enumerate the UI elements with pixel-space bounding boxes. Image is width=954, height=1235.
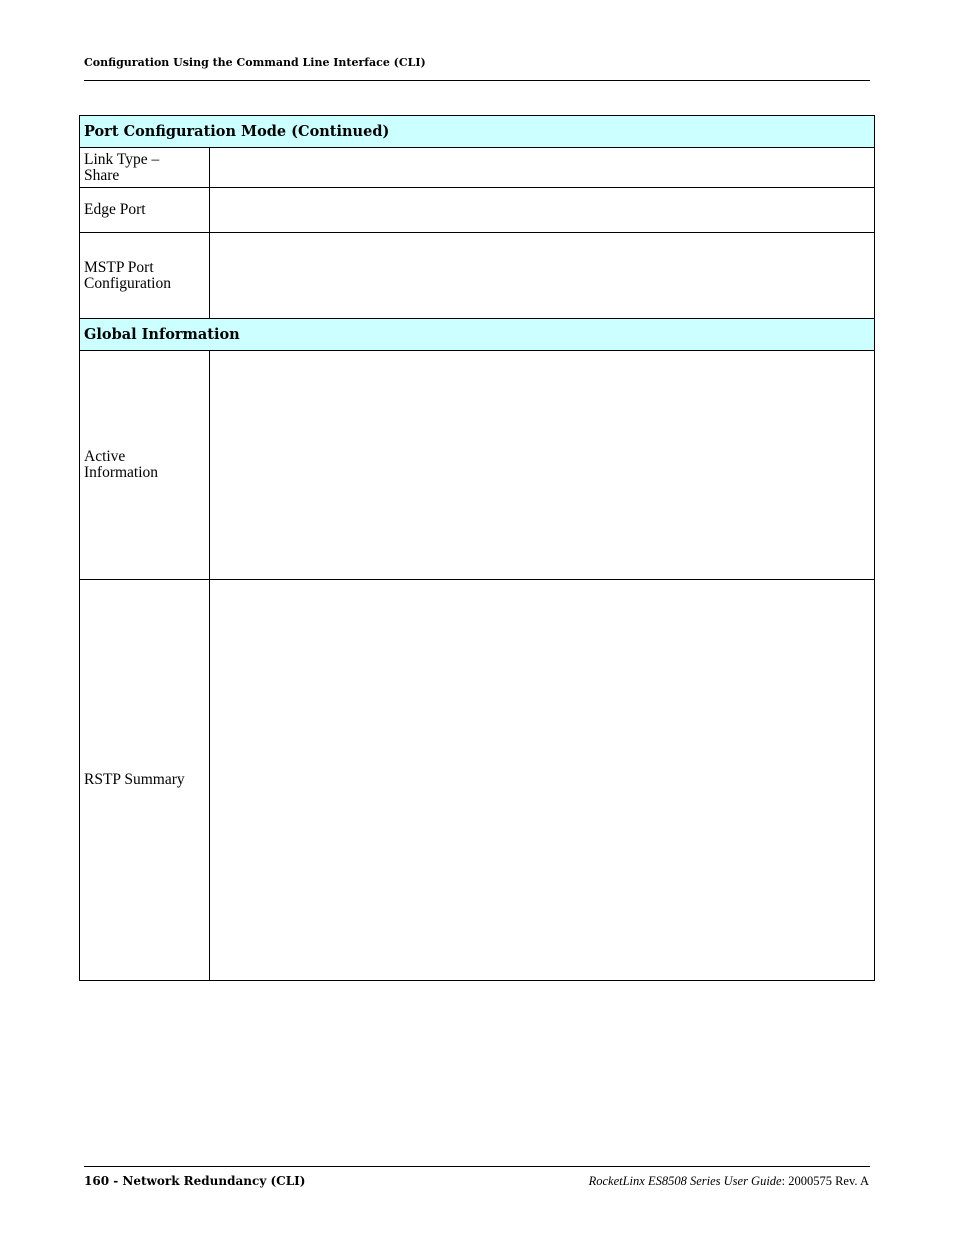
label-line: RSTP Summary	[84, 771, 185, 788]
footer-doc-number: : 2000575 Rev. A	[781, 1174, 869, 1188]
header-divider	[84, 80, 870, 81]
row-description-link-type	[210, 148, 875, 188]
table-row-link-type	[80, 148, 875, 188]
row-label-active-info	[80, 351, 210, 580]
row-label-rstp-summary	[80, 580, 210, 981]
row-description-mstp-port	[210, 233, 875, 319]
table-row-edge-port	[80, 188, 875, 233]
label-line: Configuration	[84, 274, 171, 292]
footer-divider	[84, 1166, 870, 1167]
label-line: Share	[84, 166, 120, 184]
label-line: MSTP Port	[84, 258, 154, 276]
row-description-edge-port	[210, 188, 875, 233]
row-description-rstp-summary	[210, 580, 875, 981]
section-row-global-info	[80, 319, 875, 351]
table-row-mstp-port	[80, 233, 875, 319]
table-row-rstp-summary	[80, 580, 875, 981]
row-label-mstp-port	[80, 233, 210, 319]
table-row-active-info	[80, 351, 875, 580]
label-line: Edge Port	[84, 201, 146, 218]
section-title-port-config: Port Configuration Mode (Continued)	[80, 116, 875, 148]
port-configuration-table	[79, 115, 875, 981]
footer-page-label: 160 - Network Redundancy (CLI)	[84, 1174, 306, 1188]
row-label-edge-port	[80, 188, 210, 233]
footer-doc-id	[589, 1174, 869, 1189]
label-line: Link Type –	[84, 150, 160, 168]
section-title-global-info: Global Information	[80, 319, 875, 351]
row-label-link-type	[80, 148, 210, 188]
label-line: Information	[84, 464, 159, 481]
section-row-port-config	[80, 116, 875, 148]
row-description-active-info	[210, 351, 875, 580]
running-header: Configuration Using the Command Line Interface (CLI)	[84, 56, 426, 69]
footer-guide-title: RocketLinx ES8508 Series User Guide	[588, 1174, 782, 1188]
label-line: Active	[84, 448, 126, 465]
